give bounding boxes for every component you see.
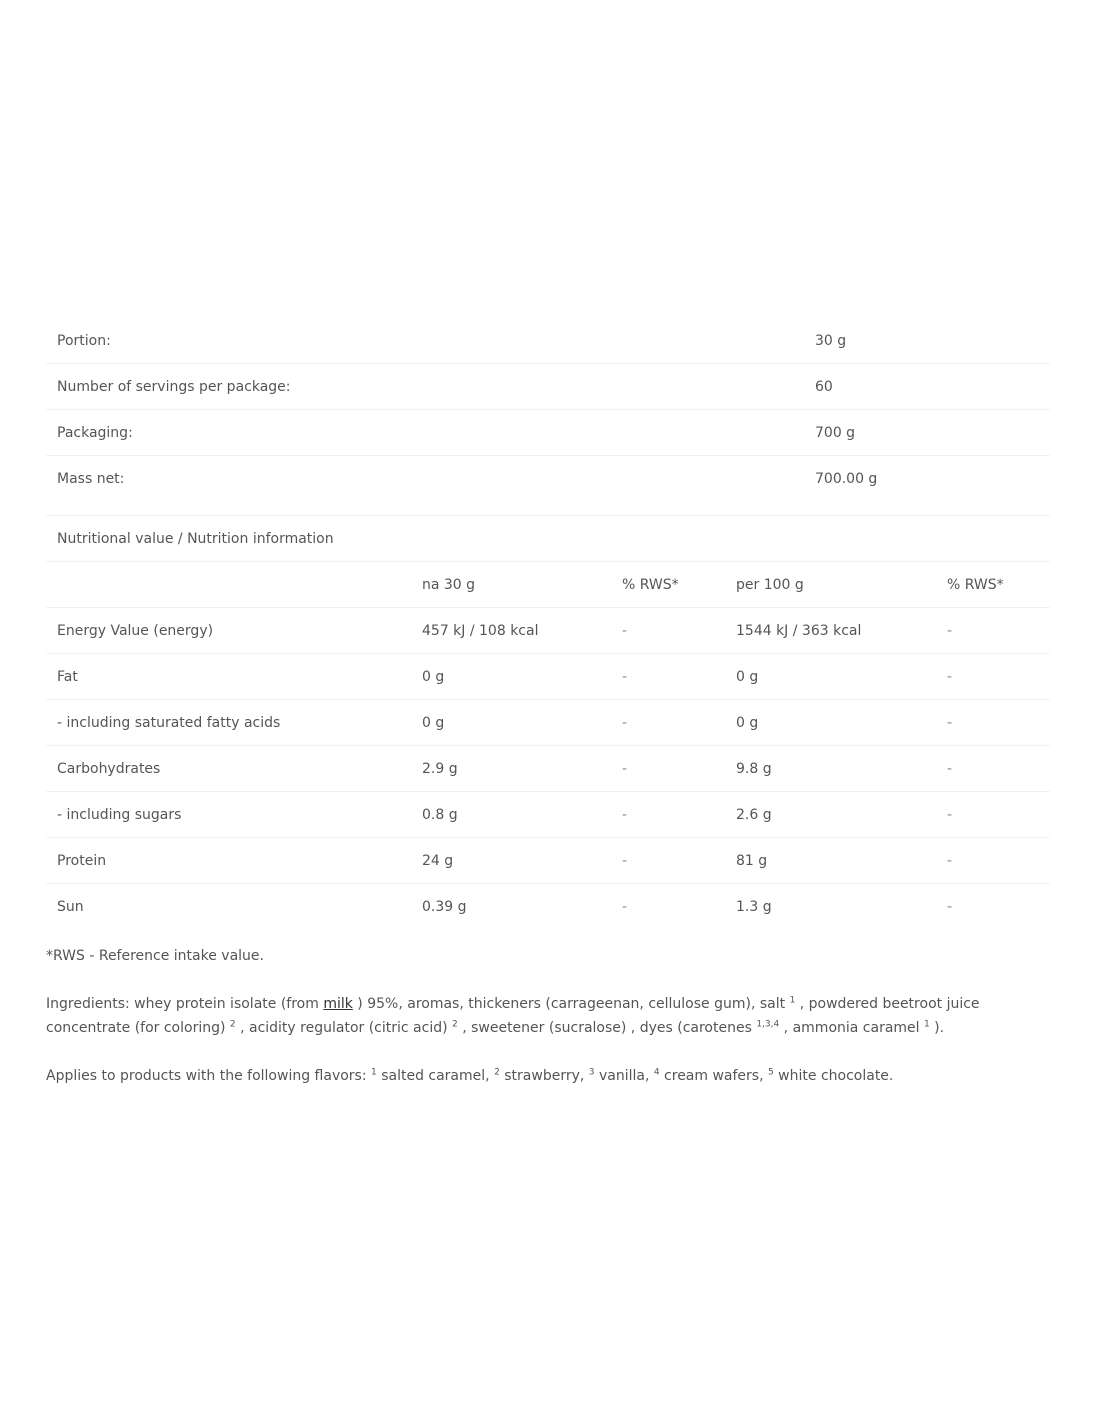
info-label: Portion:	[57, 333, 111, 349]
nutrition-header-row	[46, 562, 1050, 608]
nutrient-name: Energy Value (energy)	[57, 623, 214, 639]
nutrient-100g-rws: -	[947, 715, 953, 731]
nutrition-content	[46, 318, 1050, 1084]
flavor-name: strawberry,	[499, 1068, 589, 1084]
nutrient-100g-rws: -	[947, 807, 953, 823]
nutrient-100g-rws: -	[947, 669, 953, 685]
ingredients-part: ) 95%, aromas, thickeners (carrageenan, cellulose gum), salt	[352, 996, 790, 1012]
flavor-marker: 1	[371, 1067, 377, 1078]
header-rws-portion: % RWS*	[622, 577, 679, 593]
nutrient-100g-rws: -	[947, 853, 953, 869]
product-info-table	[46, 318, 1050, 516]
nutrition-table	[46, 516, 1050, 930]
info-value: 30 g	[815, 333, 847, 349]
info-label: Packaging:	[57, 425, 133, 441]
nutrient-name: Fat	[57, 669, 78, 685]
header-per-portion: na 30 g	[422, 577, 476, 593]
nutrient-100g-rws: -	[947, 761, 953, 777]
nutrient-name: Sun	[57, 899, 84, 915]
nutrient-portion-rws: -	[622, 807, 628, 823]
nutrient-portion-rws: -	[622, 669, 628, 685]
nutrient-100g-value: 0 g	[736, 715, 759, 731]
nutrient-portion-rws: -	[622, 853, 628, 869]
ingredients-part: , sweetener (sucralose) , dyes (carotenes	[457, 1020, 757, 1036]
nutrient-100g-value: 1.3 g	[736, 899, 772, 915]
nutrient-portion-rws: -	[622, 623, 628, 639]
nutrient-100g-value: 81 g	[736, 853, 768, 869]
nutrient-portion-value: 0.39 g	[422, 899, 467, 915]
allergen-milk-link[interactable]: milk	[323, 996, 353, 1012]
footnote-marker: 1,3,4	[756, 1019, 780, 1030]
nutrition-row	[46, 608, 1050, 654]
info-row-servings	[46, 364, 1050, 410]
nutrient-100g-value: 2.6 g	[736, 807, 772, 823]
nutrient-100g-rws: -	[947, 623, 953, 639]
info-row-portion	[46, 318, 1050, 364]
info-row-mass-net	[46, 456, 1050, 516]
nutrient-portion-value: 2.9 g	[422, 761, 458, 777]
flavor-name: cream wafers,	[659, 1068, 768, 1084]
nutrient-100g-value: 0 g	[736, 669, 759, 685]
ingredients-part: ).	[929, 1020, 945, 1036]
nutrition-title-row	[46, 516, 1050, 562]
flavor-name: vanilla,	[594, 1068, 654, 1084]
info-value: 700 g	[815, 425, 856, 441]
nutrient-portion-rws: -	[622, 715, 628, 731]
flavor-marker: 4	[653, 1067, 660, 1078]
flavor-marker: 3	[588, 1067, 595, 1078]
nutrition-row	[46, 746, 1050, 792]
header-rws-100g: % RWS*	[947, 577, 1004, 593]
nutrition-row	[46, 654, 1050, 700]
nutrient-name: - including sugars	[57, 807, 182, 823]
ingredients-part: Ingredients: whey protein isolate (from	[46, 996, 324, 1012]
ingredients-part: , ammonia caramel	[779, 1020, 924, 1036]
flavor-name: white chocolate.	[773, 1068, 894, 1084]
info-label: Mass net:	[57, 471, 125, 487]
footnote-marker: 1	[789, 995, 796, 1006]
nutrient-name: Carbohydrates	[57, 761, 161, 777]
ingredients-part: , powdered beetroot juice concentrate (for coloring)	[46, 996, 980, 1036]
info-row-packaging	[46, 410, 1050, 456]
flavors-text	[46, 1064, 1050, 1088]
flavor-marker: 2	[494, 1067, 500, 1078]
nutrient-portion-value: 0 g	[422, 715, 445, 731]
info-value: 60	[815, 379, 833, 395]
flavors-intro: Applies to products with the following flavors:	[46, 1068, 372, 1084]
nutrient-portion-rws: -	[622, 899, 628, 915]
nutrition-row	[46, 792, 1050, 838]
nutrition-row	[46, 700, 1050, 746]
footnote-marker: 2	[452, 1019, 458, 1030]
footnote-marker: 2	[229, 1019, 236, 1030]
nutrient-100g-value: 1544 kJ / 363 kcal	[736, 623, 862, 639]
nutrition-title: Nutritional value / Nutrition information	[57, 531, 334, 547]
nutrient-100g-rws: -	[947, 899, 953, 915]
ingredients-text	[46, 992, 1050, 1040]
info-value: 700.00 g	[815, 471, 878, 487]
nutrient-portion-value: 24 g	[422, 853, 454, 869]
nutrition-row	[46, 838, 1050, 884]
footnote-marker: 1	[924, 1019, 930, 1030]
flavor-name: salted caramel,	[376, 1068, 495, 1084]
nutrient-portion-value: 0 g	[422, 669, 445, 685]
ingredients-part: , acidity regulator (citric acid)	[235, 1020, 453, 1036]
rws-footnote: *RWS - Reference intake value.	[46, 948, 264, 964]
header-per-100g: per 100 g	[736, 577, 804, 593]
nutrient-portion-value: 0.8 g	[422, 807, 458, 823]
nutrient-name: - including saturated fatty acids	[57, 715, 281, 731]
info-label: Number of servings per package:	[57, 379, 291, 395]
nutrient-portion-rws: -	[622, 761, 628, 777]
nutrition-row	[46, 884, 1050, 930]
flavor-marker: 5	[768, 1067, 774, 1078]
nutrient-name: Protein	[57, 853, 107, 869]
nutrient-portion-value: 457 kJ / 108 kcal	[422, 623, 539, 639]
nutrient-100g-value: 9.8 g	[736, 761, 772, 777]
